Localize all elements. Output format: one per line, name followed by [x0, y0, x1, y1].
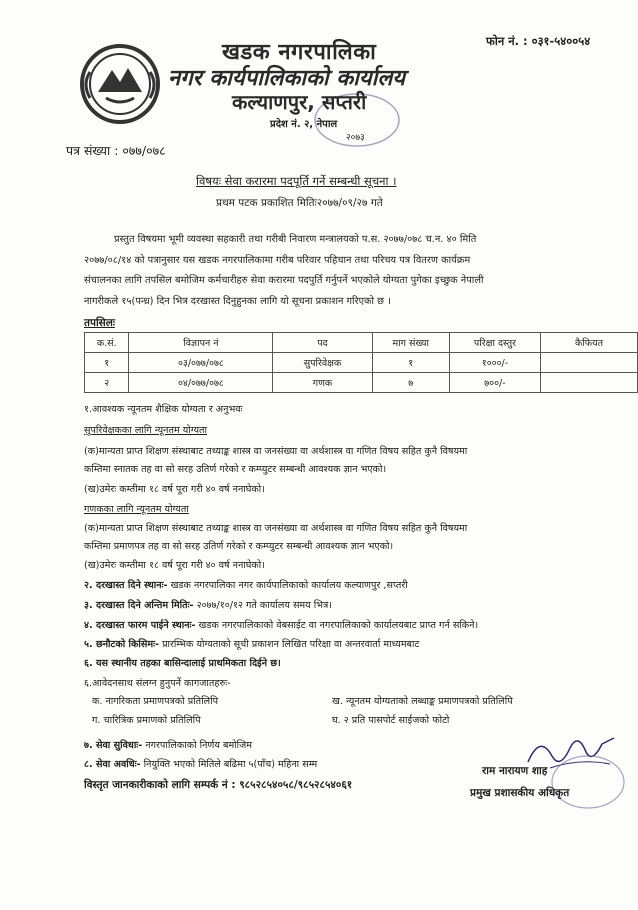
vacancy-table	[84, 332, 638, 393]
section-3	[84, 598, 332, 611]
enumerator-req-a2: कम्तिमा प्रमाणपत्र तह वा सो सरह उतिर्ण गरेको र कम्प्युटर सम्बन्धी आवश्यक ज्ञान भएको।	[84, 541, 394, 552]
section-label: ४. दरखास्त फारम पाईने स्थानः-	[84, 620, 196, 631]
body-line: नागरीकले १५(पन्ध्र) दिन भित्र दरखास्त दिनुहुनका लागि यो सूचना प्रकाशन गरिएको छ ।	[84, 295, 391, 307]
body-line: २०७७/०८/१४ को पत्रानुसार यस खडक नगरपालिकामा गरीब परिवार पहिचान तथा परिचय पत्र वितरण कार्यक्रम	[84, 254, 471, 266]
signatory-title: प्रमुख प्रशासकीय अधिकृत	[470, 787, 570, 799]
col-header: परिक्षा दस्तुर	[449, 333, 540, 353]
cell: १०००/-	[449, 353, 540, 373]
section-label: ८. सेवा अवधिः-	[84, 759, 141, 770]
document-item: ग. चारित्रिक प्रमाणको प्रतिलिपि	[92, 715, 201, 726]
enumerator-req-a: (क)मान्यता प्राप्त शिक्षण संस्थाबाट तथ्याङ्क शास्त्र वा जनसंख्या वा अर्थशास्त्र वा गणित विषय सहित कुनै विषयमा	[84, 523, 468, 534]
document-item: घ. २ प्रति पासपोर्ट साईजको फोटो	[332, 715, 450, 726]
document-item: ख. न्यूनतम योग्यताको लब्धाङ्क प्रमाणपत्रको प्रतिलिपि	[332, 696, 513, 707]
cell: ७	[372, 373, 449, 393]
table-header-row	[85, 333, 638, 353]
supervisor-req-a2: कम्तिमा स्नातक तह वा सो सरह उतिर्ण गरेको र कम्प्युटर सम्बन्धी आवश्यक ज्ञान भएको।	[84, 464, 387, 475]
cell: २	[85, 373, 129, 393]
enumerator-req-b: (ख)उमेरः कम्तीमा १८ वर्ष पूरा गरी ४० वर्ष ननाघेको।	[84, 560, 265, 571]
cell: गणक	[273, 373, 372, 393]
section-5	[84, 637, 419, 650]
section-label: ३. दरखास्त दिने अन्तिम मितिः-	[84, 600, 194, 611]
office-location: कल्याणपुर, सप्तरी	[232, 90, 367, 114]
col-header: माग संख्या	[372, 333, 449, 353]
section-label: ७. सेवा सुविधाः-	[84, 740, 143, 751]
letter-subject: विषयः सेवा करारमा पदपूर्ति गर्ने सम्बन्धी सूचना ।	[196, 174, 397, 188]
cell: सुपरिवेक्षक	[273, 353, 372, 373]
cell: ७००/-	[449, 373, 540, 393]
documents-title: ६.आवेदनसाथ संलग्न हुनुपर्ने कागजातहरुः-	[84, 678, 231, 689]
section-8	[84, 757, 317, 770]
signatory-name: राम नारायण शाह	[482, 765, 548, 777]
stamp-year: २०७३	[346, 133, 365, 143]
document-item: क. नागरिकता प्रमाणपत्रको प्रतिलिपि	[92, 696, 219, 707]
section-text: २०७७/१०/१२ गते कार्यालय समय भित्र।	[193, 600, 332, 611]
municipality-name: खडक नगरपालिका	[222, 40, 377, 65]
section-7	[84, 738, 252, 751]
enumerator-title: गणकका लागि न्यूनतम योग्यता	[84, 504, 189, 515]
col-header: क.सं.	[85, 333, 129, 353]
phone-number: फोन नं. : ०३१-५४००५४	[486, 34, 591, 48]
cell	[541, 373, 638, 393]
table-caption: तपसिलः	[84, 317, 116, 329]
section-6: ६. यस स्थानीय तहका बासिन्दालाई प्राथमिकता दिईने छ।	[84, 658, 281, 669]
official-stamp	[548, 752, 628, 812]
table-row	[85, 373, 638, 393]
section-text: नगरपालिकाको निर्णय बमोजिम	[142, 740, 253, 751]
cell	[541, 353, 638, 373]
office-name: नगर कार्यपालिकाको कार्यालय	[168, 66, 405, 91]
body-line: प्रस्तुत विषयमा भूमी व्यवस्था सहकारी तथा गरीबी निवारण मन्त्रालयको प.स. २०७७/०७८ च.न. ४० मिति	[114, 234, 477, 245]
contact-info: विस्तृत जानकारीकाको लागि सम्पर्क नं : ९८५२८५४०५८/९८५२८५४०६१	[84, 779, 353, 791]
section-2	[84, 578, 408, 591]
section-text: नियुक्ति भएको मितिले बढिमा ५(पाँच) महिना सम्म	[140, 759, 318, 770]
col-header: कैफियत	[541, 333, 638, 353]
letter-reference: पत्र संख्या : ०७७/०७८	[66, 143, 166, 158]
documents-row	[84, 694, 604, 713]
col-header: पद	[273, 333, 372, 353]
letter-body	[84, 230, 624, 312]
municipality-logo	[78, 42, 162, 126]
province-label: प्रदेश नं. २, नेपाल	[270, 119, 338, 130]
cell: १	[85, 353, 129, 373]
cell: ०३/०७७/०७८	[129, 353, 273, 373]
cell: १	[372, 353, 449, 373]
section-text: प्रारम्भिक योग्यताको सूची प्रकाशन लिखित परिक्षा वा अन्तरवार्ता माध्यमबाट	[159, 639, 420, 650]
col-header: विज्ञापन नं	[129, 333, 273, 353]
qualification-title: १.आवश्यक न्यूनतम शैक्षिक योग्यता र अनुभवः	[84, 404, 243, 415]
supervisor-req-a: (क)मान्यता प्राप्त शिक्षण संस्थाबाट तथ्याङ्क शास्त्र वा जनसंख्या वा अर्थशास्त्र वा गणित विषय सहित कुनै विषयमा	[84, 446, 468, 457]
section-text: खडक नगरपालिकाको वेबसाईट वा नगरपालिकाको कार्यालयबाट प्राप्त गर्न सकिने।	[195, 620, 479, 631]
supervisor-req-b: (ख)उमेरः कम्तीमा १८ वर्ष पूरा गरी ४० वर्ष ननाघेको।	[84, 484, 265, 495]
section-label: ५. छनौटको किसिमः-	[84, 639, 160, 650]
table-row	[85, 353, 638, 373]
cell: ०४/०७७/०७८	[129, 373, 273, 393]
section-4	[84, 618, 478, 631]
publish-date: प्रथम पटक प्रकाशित मितिः२०७७/०९/२७ गते	[216, 197, 383, 209]
section-label: २. दरखास्त दिने स्थानः-	[84, 580, 168, 591]
body-line: संचालनका लागि तपसिल बमोजिम कर्मचारीहरु सेवा करारमा पदपुर्ति गर्नुपर्ने भएकोले योग्यता पुगेका इच्छुक नेपाली	[84, 275, 484, 286]
supervisor-title: सुपरिवेक्षकका लागि न्यूनतम योग्यता	[84, 425, 207, 436]
section-text: खडक नगरपालिका नगर कार्यपालिकाको कार्यालय कल्याणपुर ,सप्तरी	[167, 580, 408, 591]
